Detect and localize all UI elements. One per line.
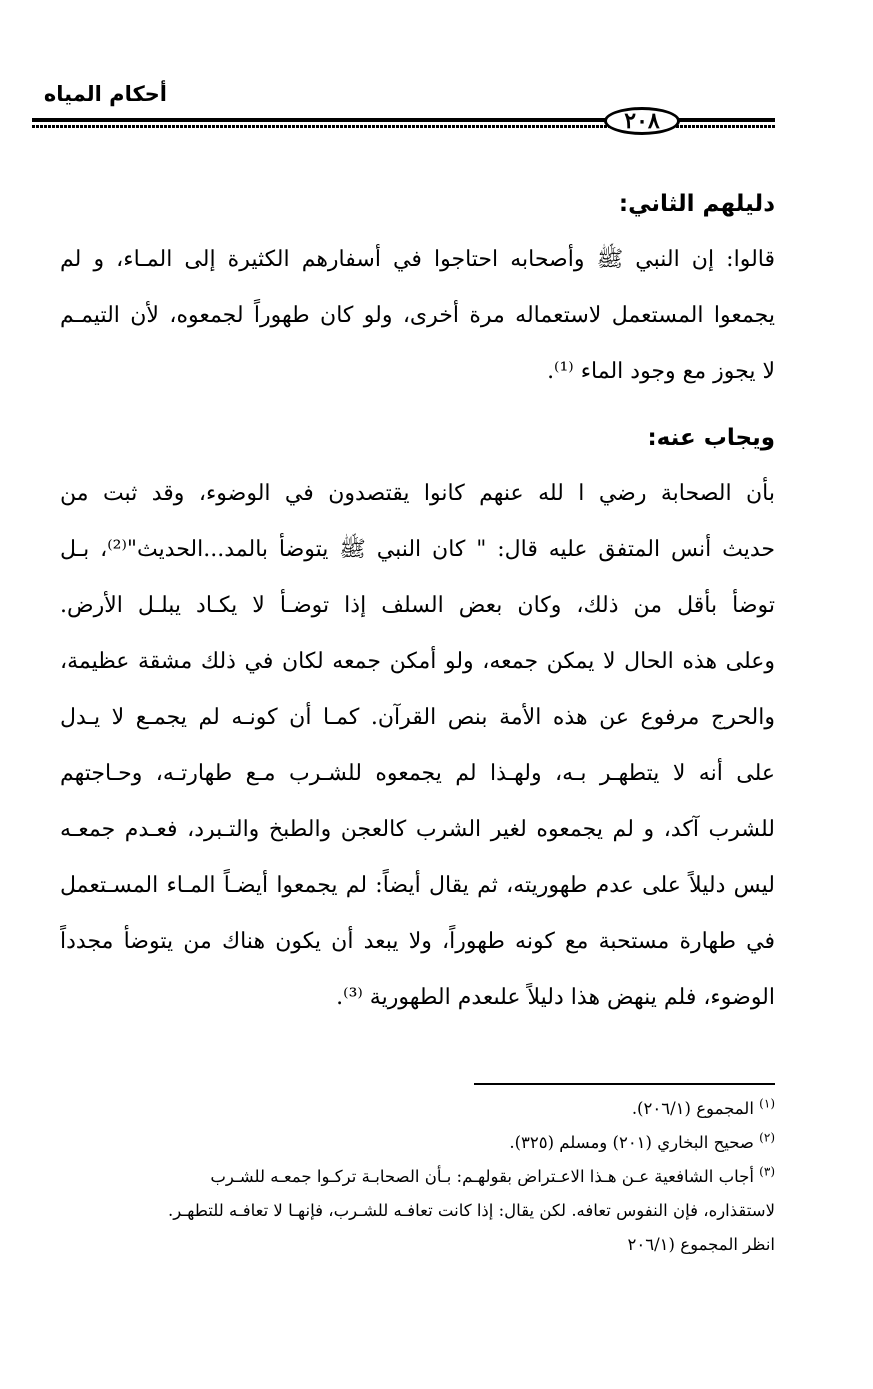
footnote-number: (٣) bbox=[759, 1164, 775, 1179]
footnote-3 bbox=[52, 1160, 775, 1194]
footnote-text: أجاب الشافعية عـن هـذا الاعـتراض بقولهـم: بـأن الصحابـة تركـوا جمعـه للشـرب bbox=[210, 1167, 754, 1186]
footnotes bbox=[52, 1092, 775, 1262]
paragraph-line: وعلى هذه الحال لا يمكن جمعه، ولو أمكن جمعه لكان في ذلك مشقة عظيمة، bbox=[60, 649, 775, 674]
page-number-text: ٢٠٨ bbox=[624, 108, 660, 134]
footnote-text: صحيح البخاري (٢٠١) ومسلم (٣٢٥). bbox=[509, 1133, 754, 1152]
page-number bbox=[604, 107, 680, 135]
paragraph-line: لا يجوز مع وجود الماء ⁽¹⁾. bbox=[547, 359, 775, 384]
paragraph-line: والحرج مرفوع عن هذه الأمة بنص القرآن. كمـا أن كونـه لم يجمـع لا يـدل bbox=[60, 705, 775, 730]
section-heading-response: ويجاب عنه: bbox=[647, 425, 775, 451]
main-text bbox=[60, 176, 775, 1026]
paragraph-line: قالوا: إن النبي ﷺ وأصحابه احتاجوا في أسفارهم الكثيرة إلى المـاء، و لم bbox=[60, 247, 775, 272]
footnote-1 bbox=[52, 1092, 775, 1126]
footnote-2 bbox=[52, 1126, 775, 1160]
paragraph-line: على أنه لا يتطهـر بـه، ولهـذا لم يجمعوه للشـرب مـع طهارتـه، وحـاجتهم bbox=[60, 761, 775, 786]
paragraph-line: بأن الصحابة رضي ا لله عنهم كانوا يقتصدون في الوضوء، وقد ثبت من bbox=[60, 481, 775, 506]
paragraph-line: توضأ بأقل من ذلك، وكان بعض السلف إذا توضـأ لا يكـاد يبلـل الأرض. bbox=[60, 593, 775, 618]
running-title: أحكام المياه bbox=[43, 82, 167, 106]
footnote-3-continued: لاستقذاره، فإن النفوس تعافه. لكن يقال: إذا كانت تعافـه للشـرب، فإنهـا لا تعافـه للتطهـر. bbox=[167, 1201, 775, 1220]
section-heading-evidence: دليلهم الثاني: bbox=[618, 191, 775, 217]
footnote-separator bbox=[474, 1083, 775, 1085]
footnote-text: المجموع (٢٠٦/١). bbox=[631, 1099, 754, 1118]
paragraph-line: في طهارة مستحبة مع كونه طهوراً، ولا يبعد أن يكون هناك من يتوضأ مجدداً bbox=[60, 929, 775, 954]
paragraph-line: حديث أنس المتفق عليه قال: " كان النبي ﷺ يتوضأ بالمد...الحديث"⁽²⁾، بـل bbox=[60, 537, 775, 562]
paragraph-line: للشرب آكد، و لم يجمعوه لغير الشرب كالعجن والطبخ والتـبرد، فعـدم جمعـه bbox=[60, 817, 775, 842]
paragraph-line: ليس دليلاً على عدم طهوريته، ثم يقال أيضاً: لم يجمعوا أيضـاً المـاء المسـتعمل bbox=[60, 873, 775, 898]
footnote-3-continued: انظر المجموع (٢٠٦/١ bbox=[627, 1235, 775, 1254]
paragraph-line: الوضوء، فلم ينهض هذا دليلاً علىعدم الطهورية ⁽³⁾. bbox=[336, 985, 775, 1010]
footnote-number: (١) bbox=[759, 1096, 775, 1111]
footnote-number: (٢) bbox=[759, 1130, 775, 1145]
paragraph-line: يجمعوا المستعمل لاستعماله مرة أخرى، ولو كان طهوراً لجمعوه، لأن التيمـم bbox=[60, 303, 775, 328]
